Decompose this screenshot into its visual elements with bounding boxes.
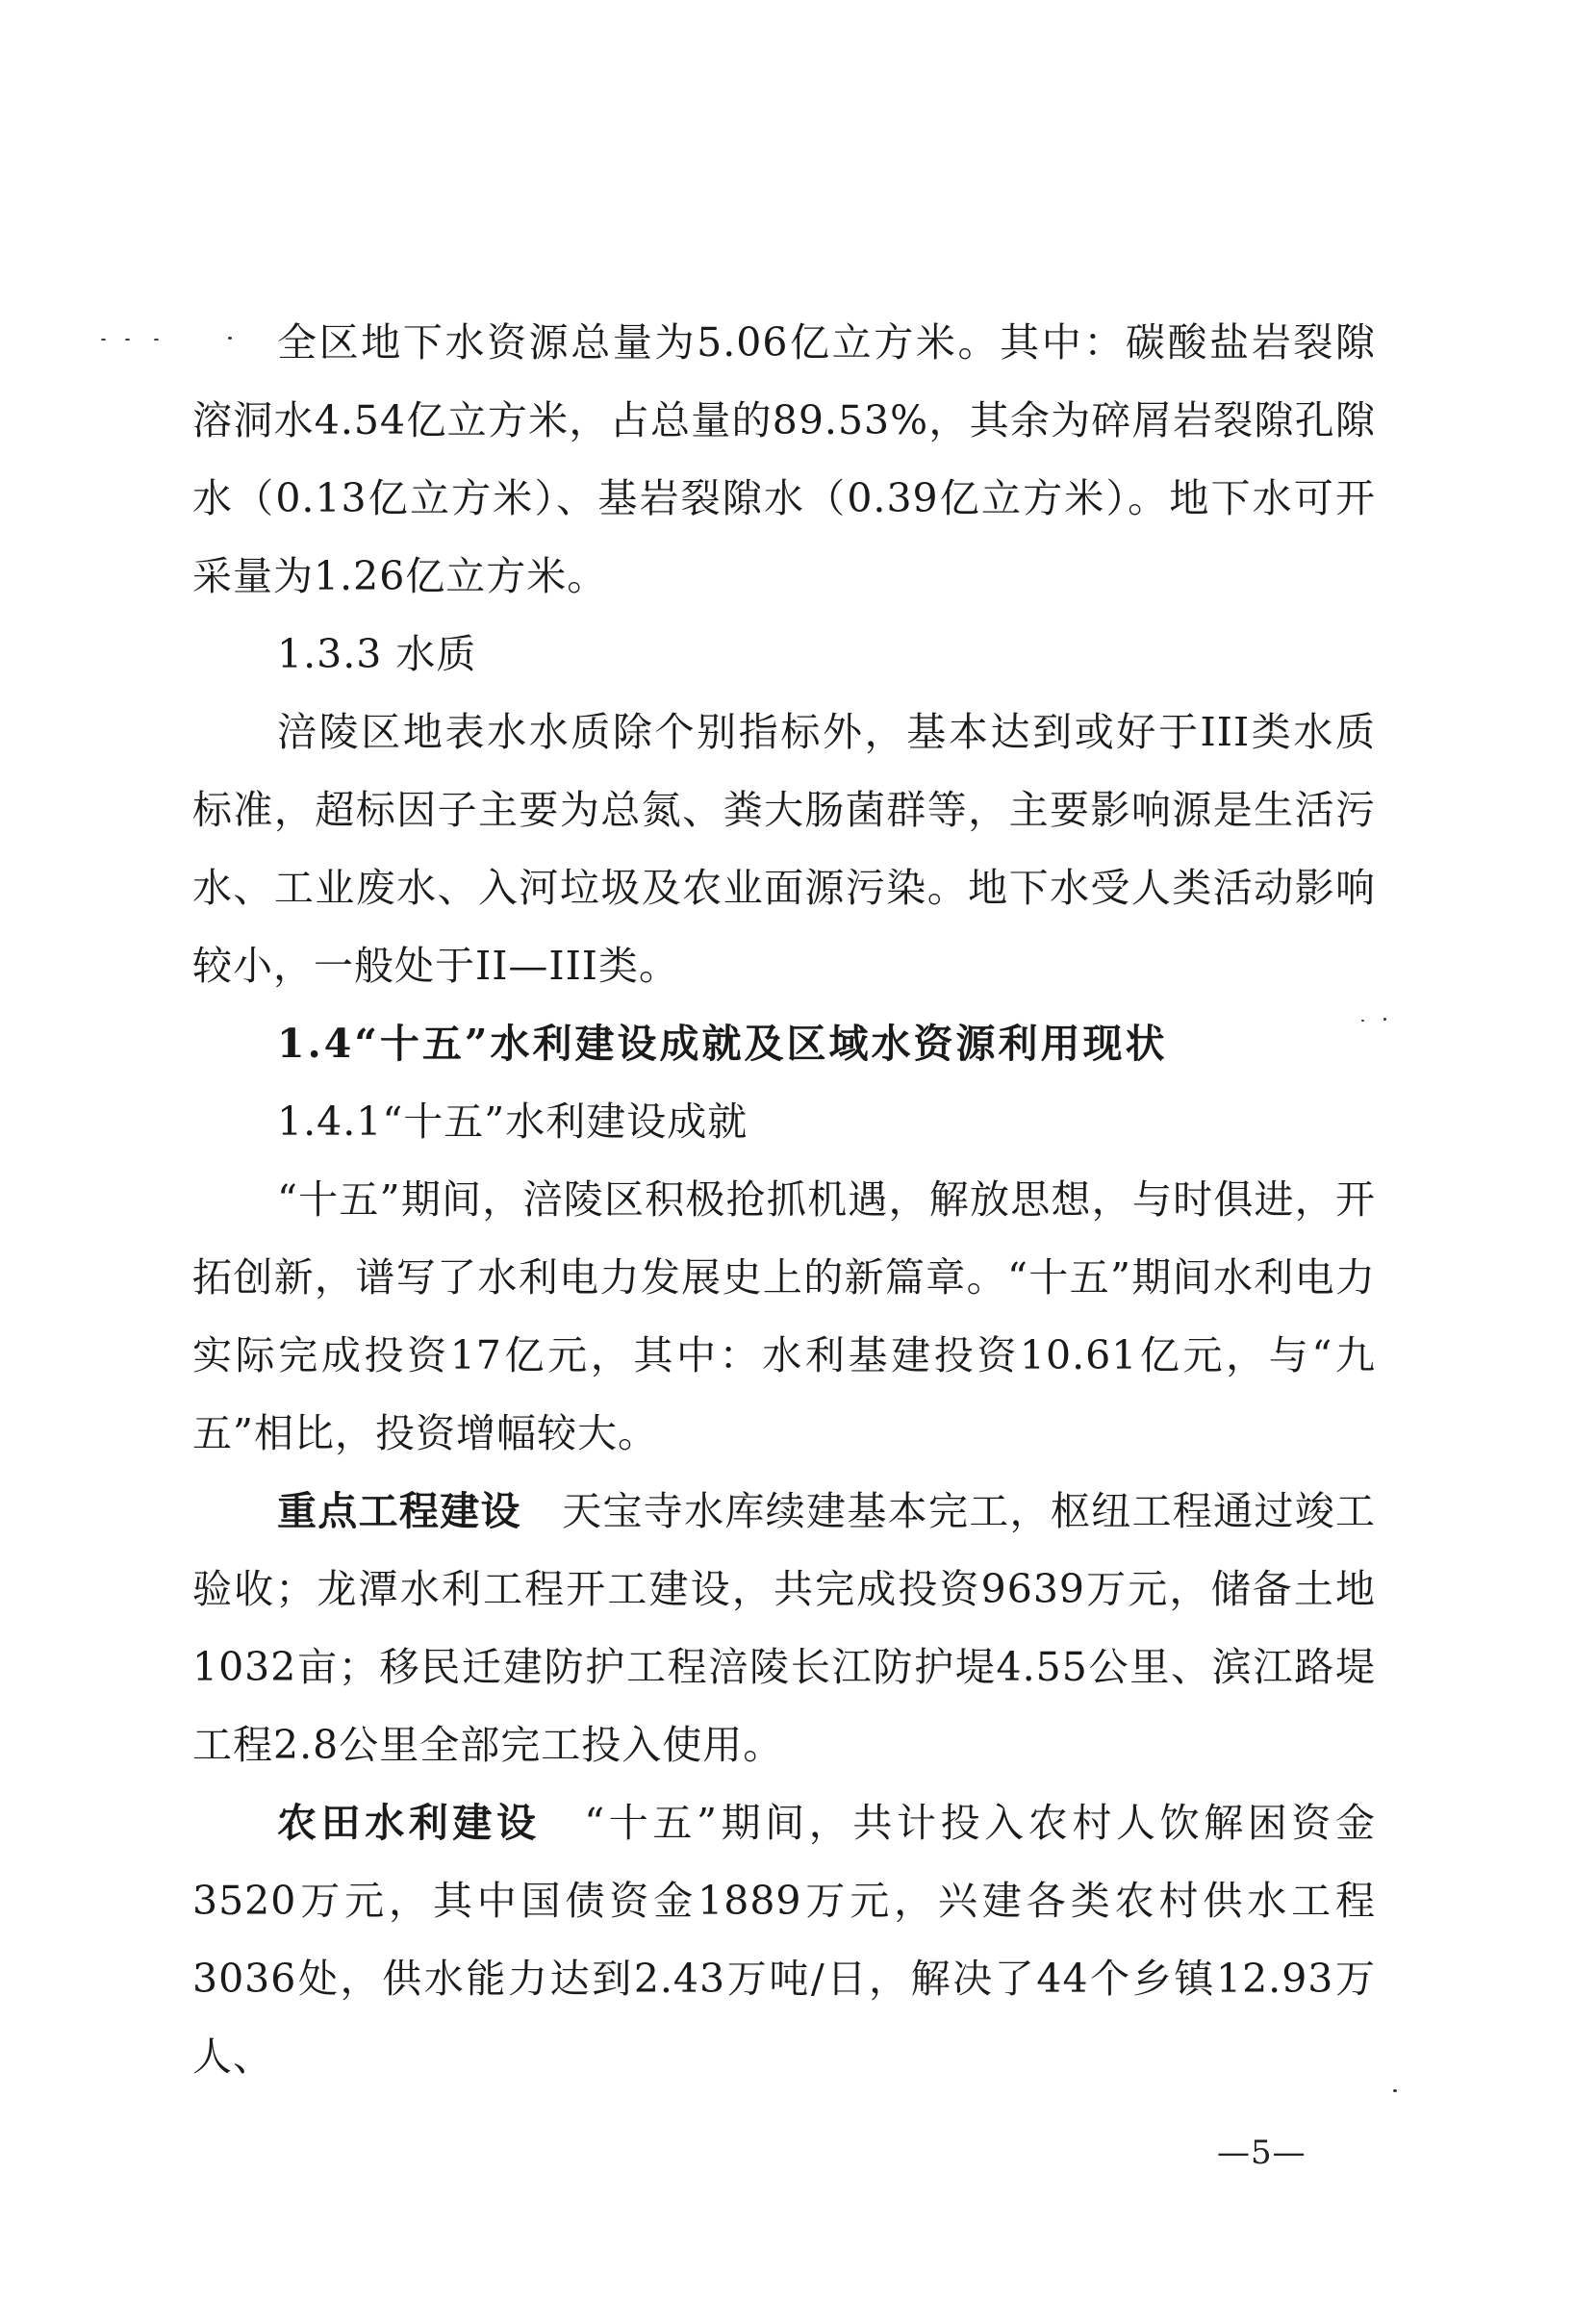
paragraph-water-quality: 涪陵区地表水水质除个别指标外，基本达到或好于III类水质标准，超标因子主要为总氮、粪大肠菌群等，主要影响源是生活污水、工业废水、入河垃圾及农业面源污染。地下水受人类活动影响较小，一般处于II—III类。 [192,709,1376,989]
section-heading-1-4: 1.4“十五”水利建设成就及区域水资源利用现状 [277,1021,1168,1067]
section-heading-1-4-1: 1.4.1“十五”水利建设成就 [277,1099,748,1145]
scan-speck [1383,1018,1386,1021]
paragraph-farmland [192,1784,1376,2096]
page-number: —5— [1217,2134,1307,2172]
paragraph-body-key-projects: 天宝寺水库续建基本完工，枢纽工程通过竣工验收；龙潭水利工程开工建设，共完成投资9639万元，储备土地1032亩；移民迁建防护工程涪陵长江防护堤4.55公里、滨江路堤工程2.8公里全部完工投入使用。 [192,1488,1377,1768]
scan-speck [125,339,130,341]
scan-speck [1393,2089,1397,2092]
paragraph-key-projects [192,1473,1376,1784]
paragraph-body-farmland: “十五”期间，共计投入农村人饮解困资金3520万元，其中国债资金1889万元，兴建各类农村供水工程3036处，供水能力达到2.43万吨/日，解决了44个乡镇12.93万人、 [192,1800,1377,2080]
paragraph-groundwater: 全区地下水资源总量为5.06亿立方米。其中：碳酸盐岩裂隙溶洞水4.54亿立方米，占总量的89.53%，其余为碎屑岩裂隙孔隙水（0.13亿立方米）、基岩裂隙水（0.39亿立方米）。地下水可开采量为1.26亿立方米。 [192,319,1376,599]
paragraph-achievements-intro: “十五”期间，涪陵区积极抢抓机遇，解放思想，与时俱进，开拓创新，谱写了水利电力发展史上的新篇章。“十五”期间水利电力实际完成投资17亿元，其中：水利基建投资10.61亿元，与“九五”相比，投资增幅较大。 [192,1176,1376,1456]
scan-speck [154,339,159,341]
document-body [192,304,1376,2096]
scan-speck [101,339,106,341]
paragraph-lead-key-projects: 重点工程建设 [277,1488,521,1534]
section-heading-1-3-3: 1.3.3 水质 [277,631,477,677]
paragraph-lead-farmland: 农田水利建设 [277,1800,541,1846]
